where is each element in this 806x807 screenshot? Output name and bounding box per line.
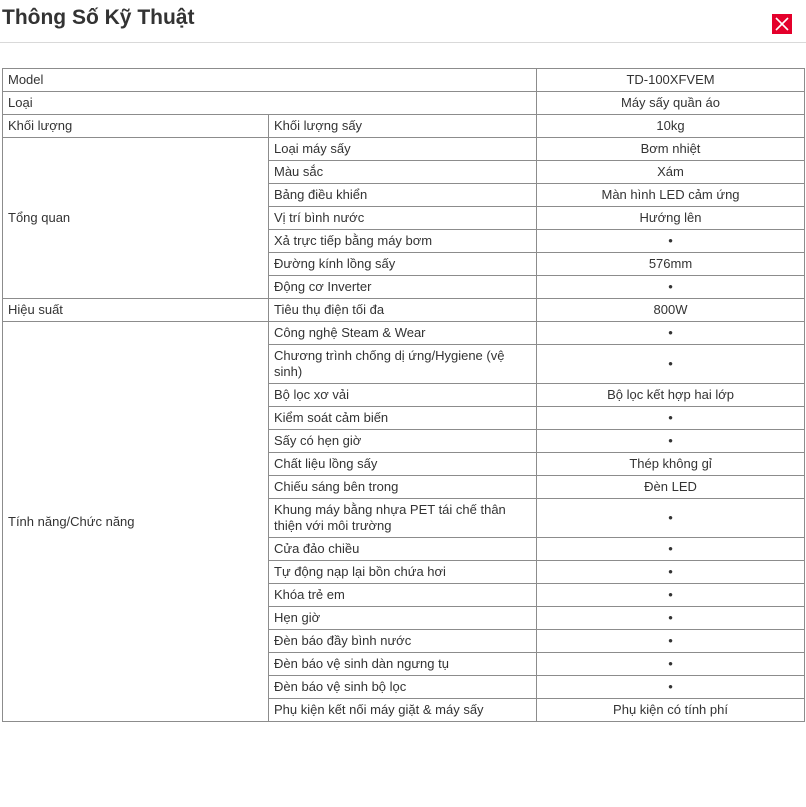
- spec-label-cell: Bộ lọc xơ vải: [269, 384, 537, 407]
- spec-label-cell: Đèn báo vệ sinh bộ lọc: [269, 676, 537, 699]
- spec-label-cell: Bảng điều khiển: [269, 184, 537, 207]
- spec-value-cell: TD-100XFVEM: [537, 69, 805, 92]
- spec-value-cell: •: [537, 345, 805, 384]
- modal-header: [0, 0, 806, 43]
- close-icon: [772, 14, 792, 34]
- spec-value-cell: Màn hình LED cảm ứng: [537, 184, 805, 207]
- spec-value-cell: •: [537, 430, 805, 453]
- spec-value-cell: Thép không gỉ: [537, 453, 805, 476]
- spec-table-body: [3, 69, 805, 722]
- spec-label-cell: Hẹn giờ: [269, 607, 537, 630]
- spec-label-cell: Công nghệ Steam & Wear: [269, 322, 537, 345]
- spec-label-cell: Chương trình chống dị ứng/Hygiene (vệ sinh): [269, 345, 537, 384]
- spec-value-cell: •: [537, 230, 805, 253]
- spec-group-cell: Tổng quan: [3, 138, 269, 299]
- spec-group-cell: Model: [3, 69, 537, 92]
- table-row: [3, 322, 805, 345]
- spec-label-cell: Đèn báo đầy bình nước: [269, 630, 537, 653]
- spec-label-cell: Đường kính lồng sấy: [269, 253, 537, 276]
- spec-value-cell: •: [537, 407, 805, 430]
- spec-value-cell: 800W: [537, 299, 805, 322]
- page-title: Thông Số Kỹ Thuật: [2, 6, 195, 29]
- spec-value-cell: Bơm nhiệt: [537, 138, 805, 161]
- spec-label-cell: Tự động nạp lại bồn chứa hơi: [269, 561, 537, 584]
- spec-group-cell: Tính năng/Chức năng: [3, 322, 269, 722]
- spec-value-cell: Phụ kiện có tính phí: [537, 699, 805, 722]
- spec-label-cell: Cửa đảo chiều: [269, 538, 537, 561]
- spec-group-cell: Loại: [3, 92, 537, 115]
- spec-label-cell: Kiểm soát cảm biến: [269, 407, 537, 430]
- spec-value-cell: •: [537, 322, 805, 345]
- spec-value-cell: •: [537, 499, 805, 538]
- spec-value-cell: •: [537, 676, 805, 699]
- spec-value-cell: Máy sấy quần áo: [537, 92, 805, 115]
- spec-label-cell: Sấy có hẹn giờ: [269, 430, 537, 453]
- spec-value-cell: Hướng lên: [537, 207, 805, 230]
- spec-value-cell: Bộ lọc kết hợp hai lớp: [537, 384, 805, 407]
- spec-value-cell: •: [537, 653, 805, 676]
- spec-value-cell: 10kg: [537, 115, 805, 138]
- spec-value-cell: •: [537, 584, 805, 607]
- spec-label-cell: Động cơ Inverter: [269, 276, 537, 299]
- spec-value-cell: •: [537, 607, 805, 630]
- spec-label-cell: Vị trí bình nước: [269, 207, 537, 230]
- table-row: [3, 115, 805, 138]
- spec-label-cell: Chất liệu lồng sấy: [269, 453, 537, 476]
- table-row: [3, 299, 805, 322]
- spec-value-cell: •: [537, 630, 805, 653]
- spec-label-cell: Khối lượng sấy: [269, 115, 537, 138]
- spec-value-cell: Xám: [537, 161, 805, 184]
- spec-value-cell: Đèn LED: [537, 476, 805, 499]
- spec-label-cell: Khóa trẻ em: [269, 584, 537, 607]
- spec-value-cell: 576mm: [537, 253, 805, 276]
- spec-label-cell: Đèn báo vệ sinh dàn ngưng tụ: [269, 653, 537, 676]
- table-row: [3, 92, 805, 115]
- spec-value-cell: •: [537, 538, 805, 561]
- spec-label-cell: Xả trực tiếp bằng máy bơm: [269, 230, 537, 253]
- spec-value-cell: •: [537, 276, 805, 299]
- spec-value-cell: •: [537, 561, 805, 584]
- spec-label-cell: Tiêu thụ điện tối đa: [269, 299, 537, 322]
- spec-label-cell: Khung máy bằng nhựa PET tái chế thân thiện với môi trường: [269, 499, 537, 538]
- table-row: [3, 69, 805, 92]
- spec-label-cell: Loại máy sấy: [269, 138, 537, 161]
- spec-group-cell: Khối lượng: [3, 115, 269, 138]
- close-button[interactable]: [772, 14, 792, 34]
- spec-label-cell: Phụ kiện kết nối máy giặt & máy sấy: [269, 699, 537, 722]
- spec-group-cell: Hiệu suất: [3, 299, 269, 322]
- table-row: [3, 138, 805, 161]
- spec-label-cell: Màu sắc: [269, 161, 537, 184]
- spec-label-cell: Chiếu sáng bên trong: [269, 476, 537, 499]
- spec-table: [2, 68, 805, 722]
